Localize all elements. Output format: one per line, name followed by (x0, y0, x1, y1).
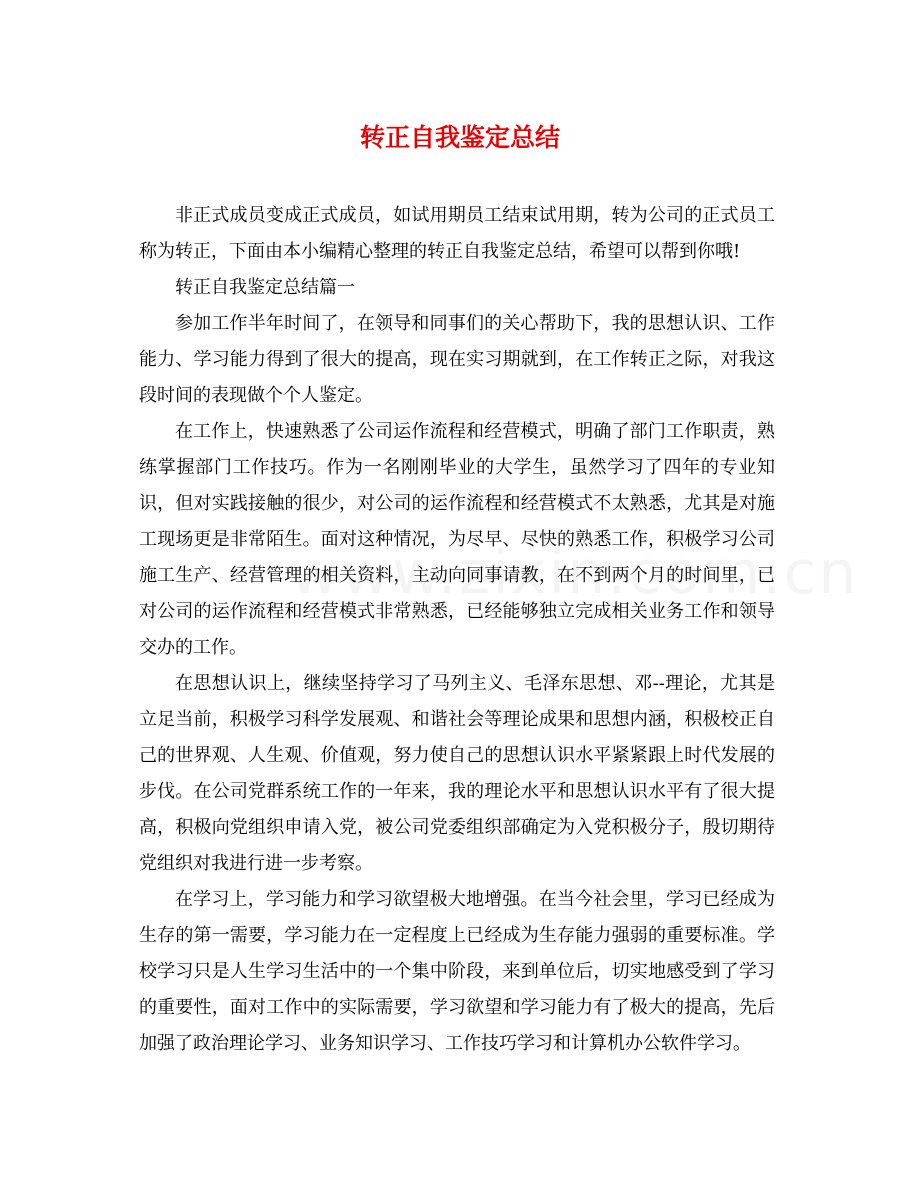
paragraph-intro: 非正式成员变成正式成员，如试用期员工结束试用期，转为公司的正式员工称为转正，下面由本小编精心整理的转正自我鉴定总结，希望可以帮到你哦! (139, 205, 775, 262)
section-heading: 转正自我鉴定总结篇一 (175, 277, 355, 298)
document-body (139, 198, 775, 1062)
paragraph-thought: 在思想认识上，继续坚持学习了马列主义、毛泽东思想、邓--理论，尤其是立足当前，积极学习科学发展观、和谐社会等理论成果和思想内涵，积极校正自己的世界观、人生观、价值观，努力使自己的思想认识水平紧紧跟上时代发展的步伐。在公司党群系统工作的一年来，我的理论水平和思想认识水平有了很大提高，积极向党组织申请入党，被公司党委组织部确定为入党积极分子，殷切期待党组织对我进行进一步考察。 (139, 673, 775, 874)
paragraph-work: 在工作上，快速熟悉了公司运作流程和经营模式，明确了部门工作职责，熟练掌握部门工作技巧。作为一名刚刚毕业的大学生，虽然学习了四年的专业知识，但对实践接触的很少，对公司的运作流程和经营模式不太熟悉，尤其是对施工现场更是非常陌生。面对这种情况，为尽早、尽快的熟悉工作，积极学习公司施工生产、经营管理的相关资料，主动向同事请教，在不到两个月的时间里，已对公司的运作流程和经营模式非常熟悉，已经能够独立完成相关业务工作和领导交办的工作。 (139, 421, 775, 658)
document-title: 转正自我鉴定总结 (359, 123, 560, 152)
paragraph-study: 在学习上，学习能力和学习欲望极大地增强。在当今社会里，学习已经成为生存的第一需要，学习能力在一定程度上已经成为生存能力强弱的重要标准。学校学习只是人生学习生活中的一个集中阶段，来到单位后，切实地感受到了学习的重要性，面对工作中的实际需要，学习欲望和学习能力有了极大的提高，先后加强了政治理论学习、业务知识学习、工作技巧学习和计算机办公软件学习。 (139, 889, 775, 1054)
paragraph-opening: 参加工作半年时间了，在领导和同事们的关心帮助下，我的思想认识、工作能力、学习能力得到了很大的提高，现在实习期就到，在工作转正之际，对我这段时间的表现做个个人鉴定。 (139, 313, 775, 406)
